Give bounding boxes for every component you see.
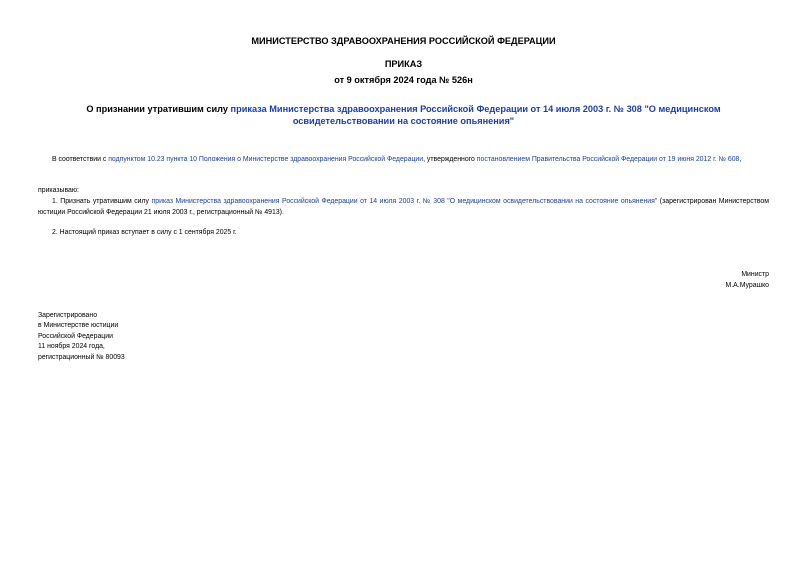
item1-text-2: (зарегистрирован Министерством юстиции Российской Федерации 21 июля 2003 г., регистрационный № 4913).: [38, 198, 769, 216]
signature-position: Министр: [741, 271, 769, 278]
regulation-subclause-link[interactable]: подпунктом 10.23 пункта 10 Положения о Министерстве здравоохранения Российской Федерации: [108, 156, 424, 163]
orders-word: приказываю:: [38, 187, 79, 194]
revoked-order-link[interactable]: приказ Министерства здравоохранения Российской Федерации от 14 июля 2003 г. № 308 "О медицинском освидетельствовании на состояние опьянения": [151, 198, 658, 205]
item1-text-1: 1. Признать утратившим силу: [52, 198, 152, 205]
preamble-text-3: ,: [739, 156, 742, 163]
government-decree-link[interactable]: постановлением Правительства Российской Федерации от 19 июня 2012 г. № 608: [476, 156, 740, 163]
ministry-name: МИНИСТЕРСТВО ЗДРАВООХРАНЕНИЯ РОССИЙСКОЙ ФЕДЕРАЦИИ: [251, 36, 556, 46]
document-title: [38, 104, 769, 127]
registration-block: [38, 311, 125, 363]
order-word: ПРИКАЗ: [384, 59, 423, 69]
order-item-2: 2. Настоящий приказ вступает в силу с 1 сентября 2025 г.: [52, 229, 237, 236]
signature-name: М.А.Мурашко: [725, 282, 769, 289]
registration-line: регистрационный № 80093: [38, 353, 125, 361]
preamble-paragraph: [38, 154, 769, 165]
registration-line: Зарегистрировано: [38, 312, 98, 319]
registration-line: 11 ноября 2024 года,: [38, 343, 105, 351]
title-order-link[interactable]: приказа Министерства здравоохранения Российской Федерации от 14 июля 2003 г. № 308 "О медицинском освидетельствовании на состояние опьянения": [230, 104, 721, 126]
order-date: от 9 октября 2024 года № 526н: [334, 75, 473, 85]
registration-line: Российской Федерации: [38, 332, 113, 340]
title-prefix: О признании утратившим силу: [86, 104, 231, 114]
preamble-text-2: , утвержденного: [423, 156, 477, 163]
document-page: [38, 0, 769, 571]
signature-block: [726, 269, 769, 291]
preamble-text-1: В соответствии с: [52, 156, 109, 163]
order-item-1: [38, 196, 769, 218]
registration-line: в Министерстве юстиции: [38, 322, 119, 330]
